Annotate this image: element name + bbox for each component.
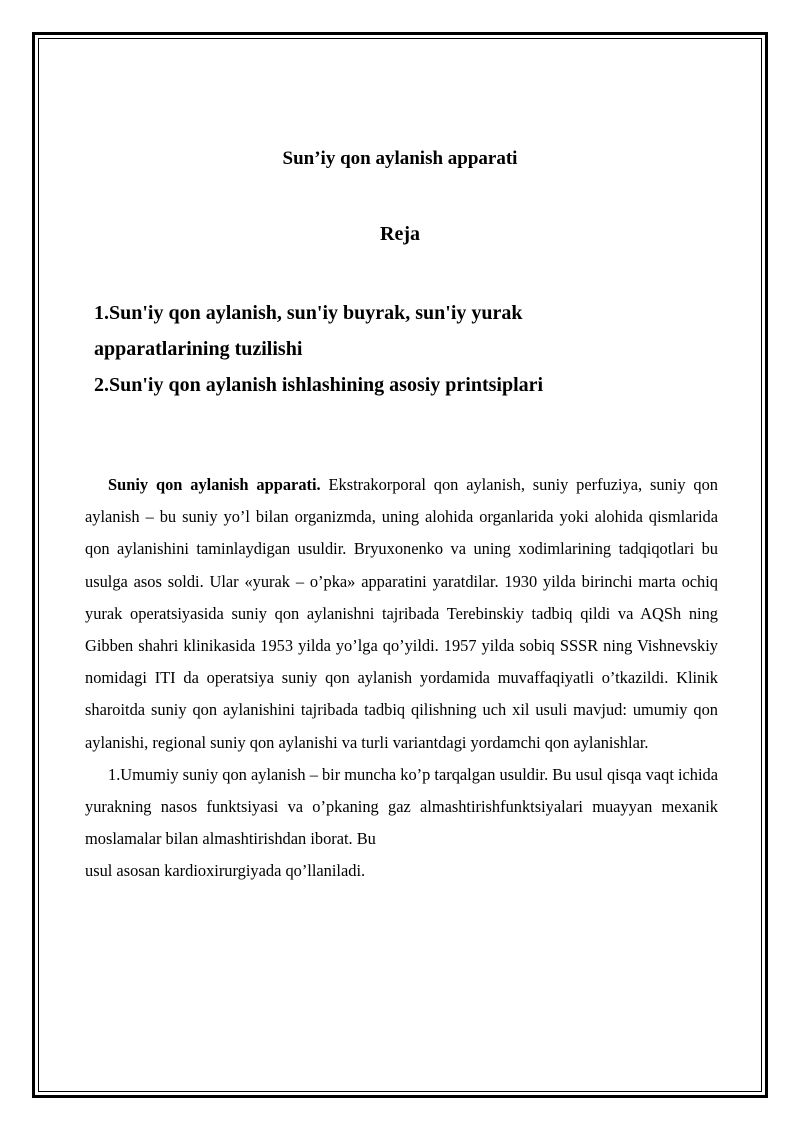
paragraph-lead: Suniy qon aylanish apparati.	[108, 475, 321, 494]
document-title: Sun’iy qon aylanish apparati	[282, 148, 518, 169]
paragraph	[85, 469, 718, 759]
paragraph: 1.Umumiy suniy qon aylanish – bir muncha ko’p tarqalgan usuldir. Bu usul qisqa vaqt ichida yurakning nasos funktsiyasi va o’pkaning gaz almashtirishfunktsiyalari muayyan mexanik moslamalar bilan almashtirishdan iborat. Bu	[85, 764, 719, 849]
body-text	[85, 469, 718, 888]
plan-list	[94, 295, 654, 403]
plan-item: 2.Sun'iy qon aylanish ishlashining asosiy printsiplari	[94, 374, 544, 396]
plan-item: 1.Sun'iy qon aylanish, sun'iy buyrak, sun'iy yurak apparatlarining tuzilishi	[94, 302, 523, 360]
paragraph: usul asosan kardioxirurgiyada qo’llaniladi.	[85, 861, 366, 881]
plan-heading: Reja	[380, 223, 420, 245]
paragraph-text: Ekstrakorporal qon aylanish, suniy perfuziya, suniy qon aylanish – bu suniy yo’l bilan organizmda, uning alohida organlarida yoki alohida qismlarida qon aylanishini taminlaydigan usuldir. Bryuxonenko va uning xodimlarining tadqiqotlari bu usulga asos soldi. Ular «yurak – o’pka» apparatini yaratdilar. 1930 yilda birinchi marta ochiq yurak operatsiyasida suniy qon aylanishni tajribada Terebinskiy tadbiq qildi va AQSh ning Gibben shahri klinikasida 1953 yilda yo’lga qo’yildi. 1957 yilda sobiq SSSR ning Vishnevskiy nomidagi ITI da operatsiya suniy qon aylanish yordamida muvaffaqiyatli o’tkazildi. Klinik sharoitda suniy qon aylanishini tajribada tadbiq qilishning uch xil usuli mavjud: umumiy qon aylanishi, regional suniy qon aylanishi va turli variantdagi yordamchi qon aylanishlar.	[85, 475, 718, 752]
